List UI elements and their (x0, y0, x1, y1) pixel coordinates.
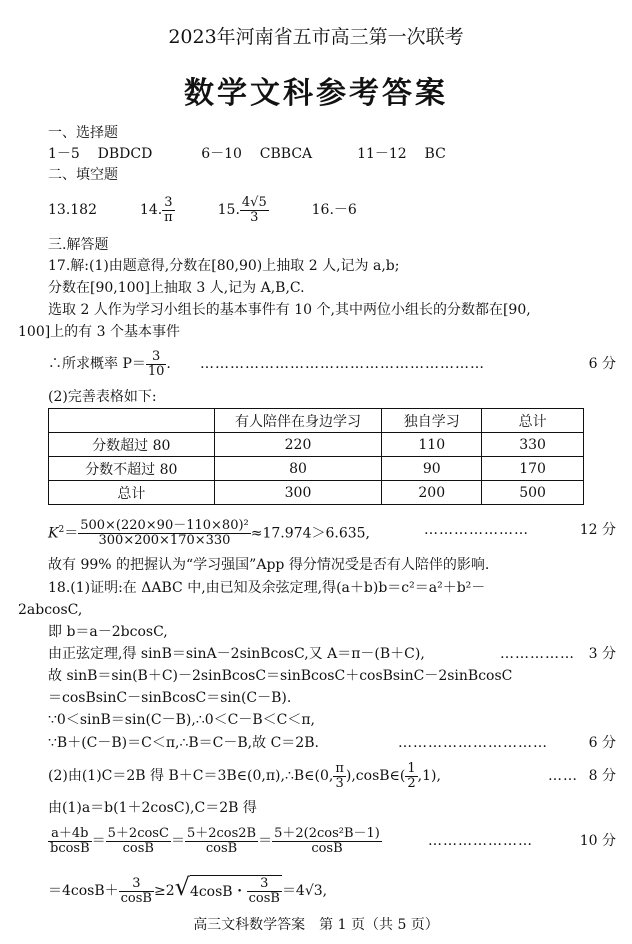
q18-part2-fraction-half: $\frac{1}{2}$ (407, 760, 416, 791)
q18-fraction-4: $\frac{\text{5＋2(2cos²B－1)}}{\cos B}$ (274, 825, 380, 856)
table-cell: 总计 (49, 481, 215, 505)
choice-answers-3: BC (424, 146, 446, 162)
page-footer: 高三文科数学答案 第 1 页（共 5 页） (193, 917, 439, 933)
q17-line-2: 分数在[90,100]上抽取 3 人,记为 A,B,C. (48, 280, 305, 296)
score-12-q17: 12 分 (579, 522, 616, 538)
q17-probability: ∴所求概率 P＝ $\frac{3}{10}$ . (48, 348, 171, 379)
q18-line-8: ∵B＋(C－B)＝C＜π,∴B＝C－B,故 C＝2B. (48, 735, 319, 751)
q17-conclusion: 故有 99% 的把握认为“学习强国”App 得分情况受是否有人陪伴的影响. (48, 557, 490, 573)
q18-line-7: ∵0＜sinB＝sin(C－B),∴0＜C－B＜C＜π, (48, 712, 316, 728)
section-choice-heading: 一、选择题 (48, 125, 118, 141)
contingency-table (48, 408, 584, 505)
choice-answers (48, 145, 446, 163)
table-cell: 170 (482, 457, 584, 481)
choice-range-2: 6－10 (201, 146, 242, 162)
q18-part2-fraction-pi: $\frac{\pi}{3}$ (335, 760, 344, 791)
q18-radical-fraction: $\frac{3}{\cos B}$ (248, 876, 280, 906)
q18-line-3: 即 b＝a－2bcosC, (48, 624, 168, 640)
fill-answer-14-fraction: $\frac{3}{\pi}$ (164, 194, 173, 225)
q17-line-3: 选取 2 人作为学习小组长的基本事件有 10 个,其中两位小组长的分数都在[90, (48, 302, 531, 318)
q18-part-2: (2)由(1)C＝2B 得 B＋C＝3B∈(0,π),∴B∈(0, $\frac{\pi}{3}$ ),cosB∈( $\frac{1}{2}$ ,1), (48, 760, 441, 791)
radical-content: 4cosB・ $\frac{3}{\cos B}$ (189, 876, 280, 906)
table-row (49, 481, 584, 505)
table-header-cell: 总计 (482, 409, 584, 433)
q18-line-10: 由(1)a＝b(1＋2cosC),C＝2B 得 (48, 800, 257, 816)
fill-answer-15-label: 15. (217, 202, 240, 218)
choice-range-1: 1－5 (48, 146, 80, 162)
q18-line-1: 18.(1)证明:在 ΔABC 中,由已知及余弦定理,得(a＋b)b＝c²＝a²＋b²－ (48, 580, 486, 596)
q18-final-fraction: $\frac{3}{\cos B}$ (120, 875, 152, 906)
score-leader-dots: ………………………… (398, 735, 548, 751)
score-leader-dots: …………… (500, 646, 575, 662)
score-6-q17: 6 分 (588, 356, 616, 372)
table-cell: 90 (382, 457, 482, 481)
table-cell: 分数不超过 80 (49, 457, 215, 481)
q18-fraction-1: $\frac{a+4b}{bcosB}$ (50, 825, 90, 856)
table-cell: 200 (382, 481, 482, 505)
fill-answer-13: 13.182 (48, 202, 97, 218)
q17-line-4: 100]上的有 3 个基本事件 (18, 324, 180, 340)
table-header-cell (49, 409, 215, 433)
q17-line-1: 17.解:(1)由题意得,分数在[80,90)上抽取 2 人,记为 a,b; (48, 258, 400, 274)
table-cell: 220 (214, 433, 382, 457)
radical-sign: √ (174, 873, 190, 901)
q18-equation-chain: $\frac{a+4b}{bcosB}$ ＝ $\frac{5+2\cos C}{\cos B}$ ＝ $\frac{5+2\cos 2B}{\cos B}$ ＝ $\frac{\text{5＋2(2cos²B－1)}}{\cos B}$ (50, 825, 380, 856)
q18-fraction-3: $\frac{5+2\cos 2B}{\cos B}$ (186, 825, 257, 856)
k2-fraction: $\frac{\text{500×(220×90－110×80)²}}{300\times 200\times 170\times 330}$ (80, 518, 249, 549)
fill-answer-15-fraction: $\frac{4√5}{3}$ (241, 194, 267, 225)
k2-formula: $K^2=$ $\frac{\text{500×(220×90－110×80)²}}{300\times 200\times 170\times 330}$ ≈17.974＞6.635, (48, 518, 371, 549)
q18-fraction-2: $\frac{5+2\cos C}{\cos B}$ (107, 825, 169, 856)
q18-line-2: 2abcosC, (18, 602, 83, 618)
score-leader-dots: ………………… (424, 522, 529, 538)
document-title: 数学文科参考答案 (184, 76, 448, 111)
section-fill-heading: 二、填空题 (48, 167, 118, 183)
choice-range-3: 11－12 (357, 146, 407, 162)
q17-probability-fraction: $\frac{3}{10}$ (147, 348, 165, 379)
table-cell: 330 (482, 433, 584, 457)
fill-answer-14-label: 14. (139, 202, 163, 218)
section-solution-heading: 三.解答题 (48, 237, 109, 253)
table-header-cell: 有人陪伴在身边学习 (214, 409, 382, 433)
table-cell: 300 (214, 481, 382, 505)
table-cell: 分数超过 80 (49, 433, 215, 457)
choice-answers-2: CBBCA (259, 146, 313, 162)
score-10-q18: 10 分 (579, 833, 616, 849)
table-header-cell: 独自学习 (382, 409, 482, 433)
fill-answer-16: 16.－6 (311, 202, 357, 218)
q18-final-inequality: ＝4cosB＋ $\frac{3}{\cos B}$ ≥2√4cosB・ $\frac{3}{\cos B}$ ＝4√3, (48, 873, 328, 906)
score-leader-dots: ………………… (428, 833, 533, 849)
fill-answers (48, 192, 357, 228)
table-row (49, 433, 584, 457)
table-cell: 110 (382, 433, 482, 457)
score-6-q18: 6 分 (588, 735, 616, 751)
exam-title: 2023年河南省五市高三第一次联考 (168, 26, 464, 48)
score-leader-dots: …… (548, 768, 578, 784)
q18-line-6: ＝cosBsinC－sinBcosC＝sin(C－B). (48, 690, 292, 706)
q18-line-5: 故 sinB＝sin(B＋C)－2sinBcosC＝sinBcosC＋cosBsinC－2sinBcosC (48, 668, 513, 684)
table-cell: 500 (482, 481, 584, 505)
score-3-q18: 3 分 (588, 646, 616, 662)
q17-part-2: (2)完善表格如下: (48, 389, 157, 405)
score-8-q18: 8 分 (588, 768, 616, 784)
q18-line-4: 由正弦定理,得 sinB＝sinA－2sinBcosC,又 A＝π－(B＋C), (48, 646, 425, 662)
score-leader-dots: ………………………………………………… (200, 356, 485, 372)
table-cell: 80 (214, 457, 382, 481)
choice-answers-1: DBDCD (97, 146, 153, 162)
table-row (49, 457, 584, 481)
table-header-row (49, 409, 584, 433)
